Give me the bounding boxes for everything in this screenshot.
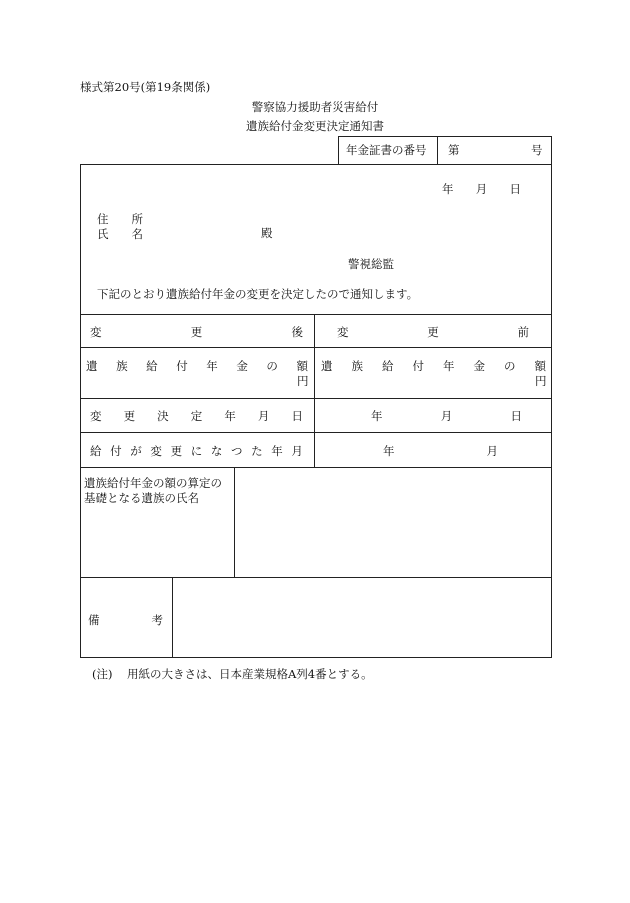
change-month-label: 給 付 が 変 更 に な つ た 年 月 [90,444,303,458]
notice-body-text: 下記のとおり遺族給付年金の変更を決定したので通知します。 [97,287,419,301]
remarks-field[interactable] [173,578,551,657]
before-header: 変 更 前 [337,325,529,339]
after-header: 変 更 後 [90,325,303,339]
decision-date-value: 年 月 日 [371,409,522,423]
change-month-value: 年 月 [383,444,498,458]
yen-before: 円 [535,374,547,388]
remarks-label: 備 考 [88,613,163,627]
address-label: 住 所 [97,212,143,226]
basis-value-field[interactable] [235,468,551,577]
yen-after: 円 [297,374,309,388]
date-year: 年 [442,182,454,196]
certificate-dai: 第 [448,143,460,157]
footnote-prefix: (注) [92,667,113,681]
decision-date-label: 変 更 決 定 年 月 日 [90,409,303,423]
footnote-text: 用紙の大きさは、日本産業規格A列4番とする。 [127,667,373,681]
notice-date [442,181,521,197]
form-number: 様式第20号(第19条関係) [80,80,211,94]
issuer: 警視総監 [348,257,394,271]
certificate-label: 年金証書の番号 [346,143,427,157]
amount-label-after: 遺 族 給 付 年 金 の 額 [86,359,308,373]
honorific: 殿 [261,226,273,240]
amount-label-before: 遺 族 給 付 年 金 の 額 [321,359,546,373]
name-label: 氏 名 [97,227,143,241]
title-line1: 警察協力援助者災害給付 [251,100,379,114]
certificate-go: 号 [531,143,543,157]
date-day: 日 [509,182,521,196]
basis-label-line1: 遺族給付年金の額の算定の [84,476,222,490]
date-month: 月 [475,182,488,196]
basis-label-line2: 基礎となる遺族の氏名 [84,491,199,505]
title-line2: 遺族給付金変更決定通知書 [246,119,384,133]
